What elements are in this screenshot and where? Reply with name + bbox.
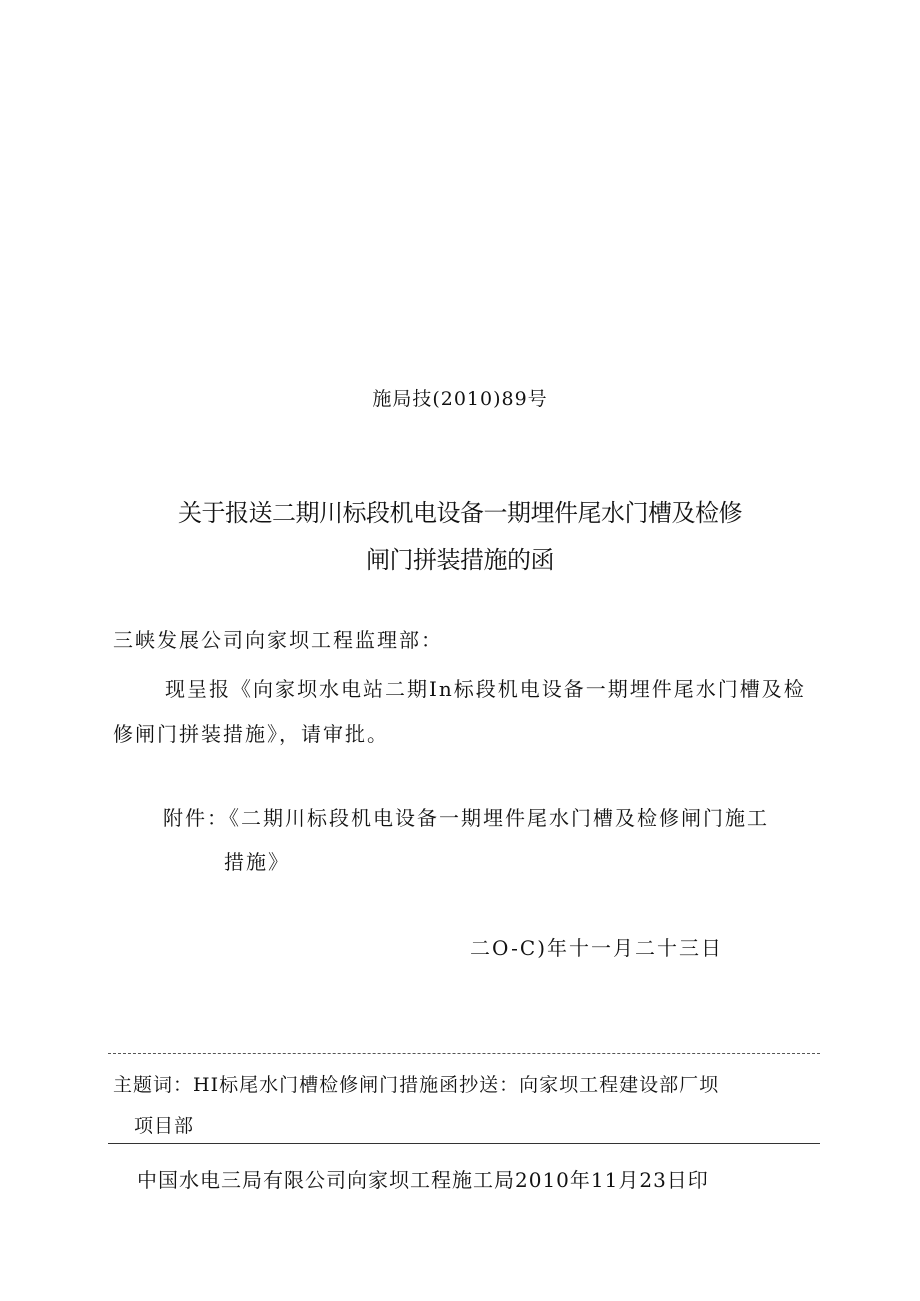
footer-divider-bottom	[108, 1143, 820, 1144]
attachment-line-2: 措施》	[224, 850, 290, 874]
keywords-line-2: 项目部	[134, 1115, 195, 1137]
footer-divider-top	[108, 1053, 820, 1054]
recipient: 三峡发展公司向家坝工程监理部：	[113, 628, 443, 652]
document-date: 二O-C)年十一月二十三日	[470, 936, 723, 960]
document-title-line-2: 闸门拼装措施的函	[366, 546, 554, 574]
keywords-line-1: 主题词：HI标尾水门槽检修闸门措施函抄送：向家坝工程建设部厂坝	[113, 1074, 720, 1096]
document-number: 施局技(2010)89号	[372, 388, 548, 410]
body-paragraph-line-2: 修闸门拼装措施》，请审批。	[113, 722, 389, 746]
imprint-line: 中国水电三局有限公司向家坝工程施工局2010年11月23日印	[137, 1168, 709, 1192]
attachment-line-1: 附件：《二期川标段机电设备一期埋件尾水门槽及检修闸门施工	[163, 806, 769, 830]
body-paragraph-line-1: 现呈报《向家坝水电站二期In标段机电设备一期埋件尾水门槽及检	[165, 677, 806, 701]
document-title-line-1: 关于报送二期川标段机电设备一期埋件尾水门槽及检修	[178, 499, 742, 527]
